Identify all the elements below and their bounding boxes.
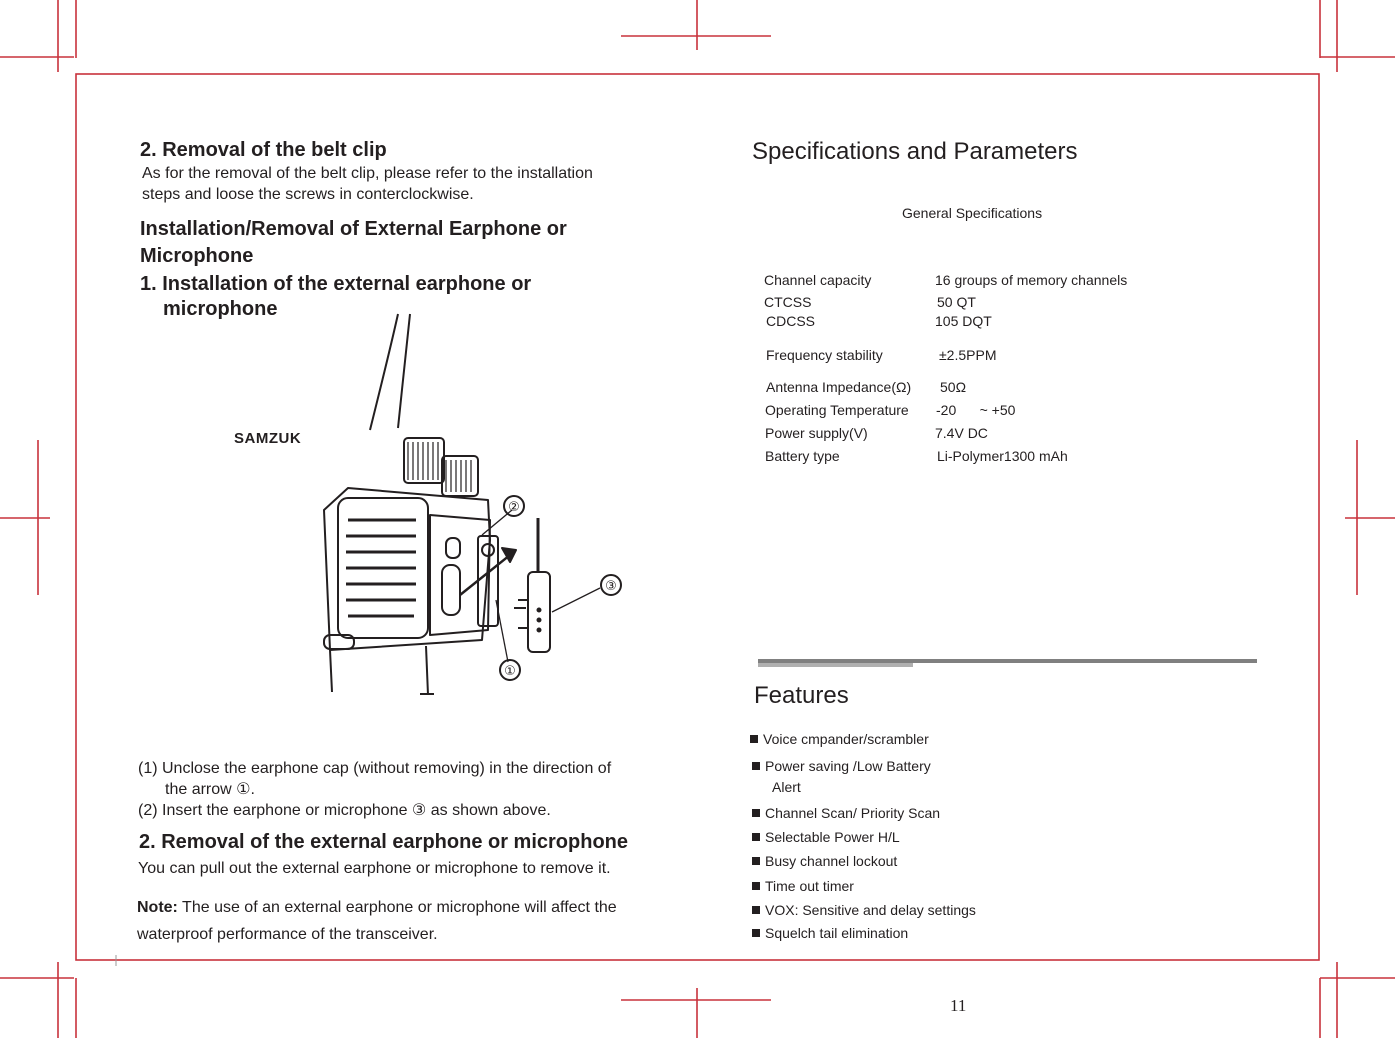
note-label: Note: — [137, 899, 178, 916]
belt-clip-text-line-1: As for the removal of the belt clip, please refer to the installation — [142, 165, 593, 182]
spec-label: CDCSS — [766, 313, 816, 329]
bullet-square-icon — [750, 735, 758, 743]
feature-item: Channel Scan/ Priority Scan — [752, 804, 940, 822]
spec-label: Antenna Impedance(Ω) — [766, 379, 912, 395]
spec-label: Channel capacity — [764, 272, 872, 288]
step-1-line-2: the arrow ①. — [165, 781, 255, 798]
bullet-square-icon — [752, 906, 760, 914]
features-title: Features — [754, 682, 849, 709]
earphone-jack — [442, 565, 460, 615]
note-line-1 — [137, 897, 617, 918]
belt-clip-heading: 2. Removal of the belt clip — [140, 139, 387, 161]
section-title-line-1: Installation/Removal of External Earphone or — [140, 218, 567, 240]
spec-label: CTCSS — [764, 294, 812, 310]
install-heading-line-2: microphone — [163, 298, 278, 320]
bullet-square-icon — [752, 809, 760, 817]
feature-item: Power saving /Low Battery — [752, 757, 931, 775]
bullet-square-icon — [752, 833, 760, 841]
note-line-2: waterproof performance of the transceiver. — [137, 926, 438, 943]
feature-item: Squelch tail elimination — [752, 924, 908, 942]
specifications-title: Specifications and Parameters — [752, 138, 1078, 165]
spec-value: 105 DQT — [935, 313, 992, 329]
feature-item: Voice cmpander/scrambler — [750, 730, 929, 748]
removal-heading: 2. Removal of the external earphone or microphone — [139, 831, 629, 853]
removal-text: You can pull out the external earphone or microphone to remove it. — [138, 860, 611, 877]
callout-2: ② — [508, 500, 520, 515]
spec-value: 50Ω — [940, 379, 967, 395]
feature-item-continuation: Alert — [772, 779, 801, 795]
radio-earphone-illustration — [220, 310, 640, 705]
spec-value: -20 ~ +50 — [936, 402, 1016, 418]
bullet-square-icon — [752, 929, 760, 937]
spec-value: 7.4V DC — [935, 425, 988, 441]
antenna — [370, 314, 398, 430]
page-number: 11 — [950, 996, 967, 1015]
step-2: (2) Insert the earphone or microphone ③ as shown above. — [138, 802, 551, 819]
callout-3: ③ — [605, 579, 617, 594]
section-title-line-2: Microphone — [140, 245, 254, 267]
bullet-square-icon — [752, 762, 760, 770]
spec-value: ±2.5PPM — [939, 347, 997, 363]
feature-item: VOX: Sensitive and delay settings — [752, 901, 976, 919]
step-1-line-1: (1) Unclose the earphone cap (without removing) in the direction of — [138, 760, 612, 777]
spec-label: Operating Temperature — [765, 402, 909, 418]
install-heading-line-1: 1. Installation of the external earphone or — [140, 273, 532, 295]
brand-logo: SAMZUK — [234, 430, 302, 447]
belt-clip-text-line-2: steps and loose the screws in conterclockwise. — [142, 186, 474, 203]
feature-item: Busy channel lockout — [752, 852, 897, 870]
spec-value: 16 groups of memory channels — [935, 272, 1128, 288]
spec-value: Li-Polymer1300 mAh — [937, 448, 1068, 464]
spec-label: Battery type — [765, 448, 840, 464]
general-specifications-title: General Specifications — [902, 205, 1043, 221]
feature-item: Time out timer — [752, 877, 854, 895]
volume-knob — [442, 456, 478, 496]
spec-label: Power supply(V) — [765, 425, 868, 441]
callout-1: ① — [504, 664, 516, 679]
feature-item: Selectable Power H/L — [752, 828, 900, 846]
note-text: The use of an external earphone or microphone will affect the — [177, 899, 617, 916]
bullet-square-icon — [752, 857, 760, 865]
direction-arrow — [460, 555, 510, 595]
spec-value: 50 QT — [937, 294, 976, 310]
spec-label: Frequency stability — [766, 347, 883, 363]
bullet-square-icon — [752, 882, 760, 890]
